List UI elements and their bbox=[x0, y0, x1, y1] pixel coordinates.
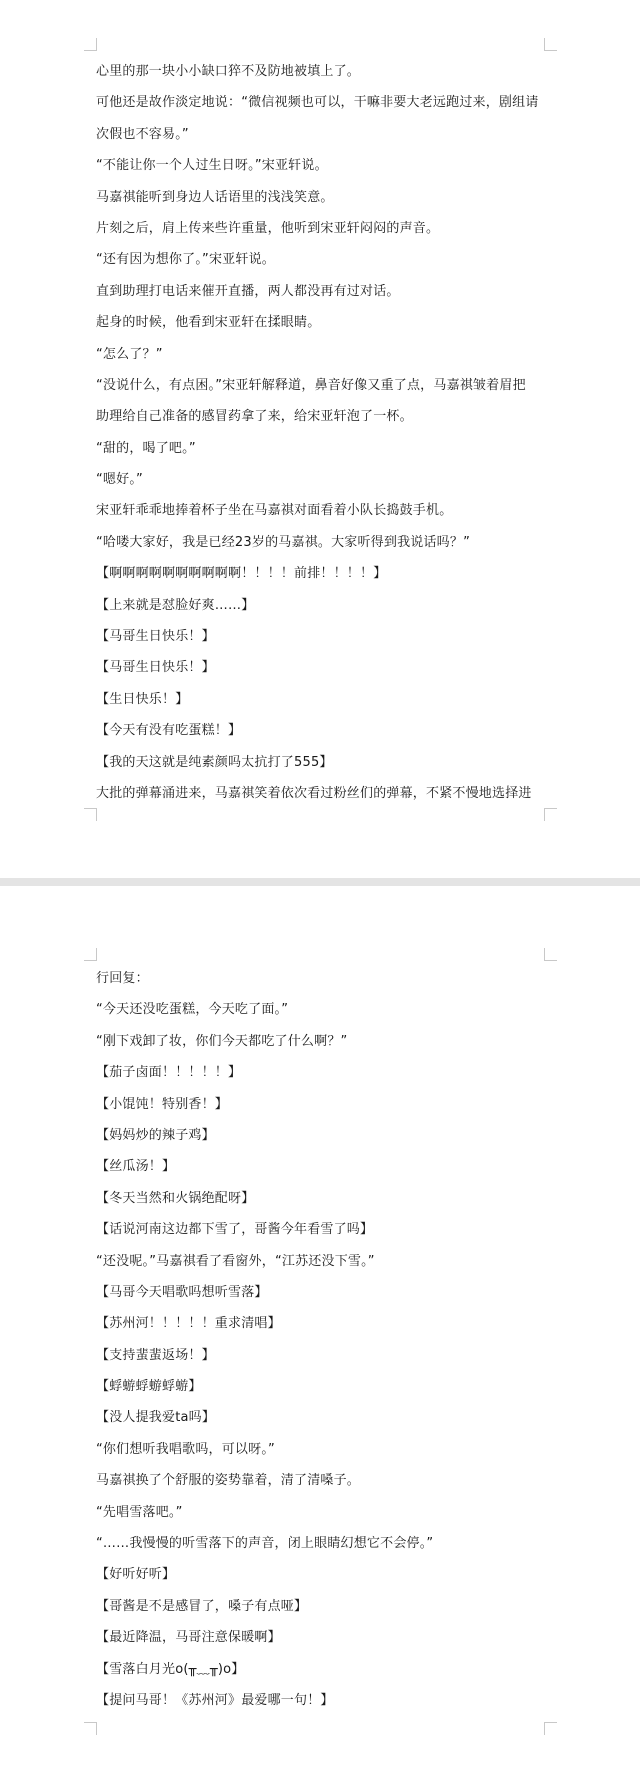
text-line: 【马哥生日快乐！】 bbox=[96, 629, 215, 645]
text-line: 【雪落白月光o(╥﹏╥)o】 bbox=[96, 1661, 245, 1677]
page-1-text bbox=[96, 56, 546, 809]
text-line: 【支持蜚蜚返场！】 bbox=[96, 1347, 215, 1363]
text-line: 心里的那一块小小缺口猝不及防地被填上了。 bbox=[96, 64, 361, 79]
text-line: 【哥酱是不是感冒了，嗓子有点哑】 bbox=[96, 1598, 308, 1614]
text-line: “先唱雪落吧。” bbox=[96, 1504, 183, 1520]
text-line: 直到助理打电话来催开直播，两人都没再有过对话。 bbox=[96, 283, 400, 299]
text-line: “……我慢慢的听雪落下的声音，闭上眼睛幻想它不会停。” bbox=[96, 1536, 434, 1552]
document-page-2 bbox=[0, 886, 640, 1769]
text-line: “还没呢。”马嘉祺看了看窗外，“江苏还没下雪。” bbox=[96, 1253, 375, 1269]
text-line: 片刻之后，肩上传来些许重量，他听到宋亚轩闷闷的声音。 bbox=[96, 220, 440, 236]
text-line: 马嘉祺换了个舒服的姿势靠着，清了清嗓子。 bbox=[96, 1473, 361, 1489]
text-line: 【妈妈炒的辣子鸡】 bbox=[96, 1127, 215, 1143]
text-line: 起身的时候，他看到宋亚轩在揉眼睛。 bbox=[96, 315, 321, 331]
text-line: “哈喽大家好，我是已经23岁的马嘉祺。大家听得到我说话吗？” bbox=[96, 534, 471, 550]
text-line: 【马哥生日快乐！】 bbox=[96, 660, 215, 676]
text-line: 【我的天这就是纯素颜吗太抗打了555】 bbox=[96, 754, 333, 770]
text-line: “甜的，喝了吧。” bbox=[96, 440, 196, 456]
page-corner-mark bbox=[84, 808, 97, 821]
text-line: 【上来就是怼脸好爽……】 bbox=[96, 597, 255, 613]
text-line: 【丝瓜汤！】 bbox=[96, 1159, 176, 1175]
page-2-text bbox=[96, 963, 546, 1716]
text-line: “没说什么，有点困。”宋亚轩解释道，鼻音好像又重了点，马嘉祺皱着眉把 bbox=[96, 377, 526, 393]
text-line: 宋亚轩乖乖地捧着杯子坐在马嘉祺对面看着小队长捣鼓手机。 bbox=[96, 503, 453, 519]
text-line: 【话说河南这边都下雪了，哥酱今年看雪了吗】 bbox=[96, 1222, 374, 1238]
page-corner-mark bbox=[84, 38, 97, 51]
text-line: 【马哥今天唱歌吗想听雪落】 bbox=[96, 1284, 268, 1300]
text-line: 【没人提我爱ta吗】 bbox=[96, 1410, 216, 1426]
page-corner-mark bbox=[84, 948, 97, 961]
text-line: “还有因为想你了。”宋亚轩说。 bbox=[96, 252, 275, 268]
text-line: 【好听好听】 bbox=[96, 1567, 176, 1583]
text-line: “今天还没吃蛋糕，今天吃了面。” bbox=[96, 1002, 289, 1018]
text-line: 【提问马哥！《苏州河》最爱哪一句！】 bbox=[96, 1692, 334, 1708]
text-line: 【最近降温，马哥注意保暖啊】 bbox=[96, 1630, 281, 1646]
text-line: 【今天有没有吃蛋糕！】 bbox=[96, 723, 242, 739]
text-line: 【生日快乐！】 bbox=[96, 691, 189, 707]
text-line: 大批的弹幕涌进来，马嘉祺笑着依次看过粉丝们的弹幕，不紧不慢地选择进 bbox=[96, 785, 532, 801]
text-line: 【茄子卤面！！！！！】 bbox=[96, 1065, 242, 1081]
text-line: 【啊啊啊啊啊啊啊啊啊啊！！！！前排！！！！】 bbox=[96, 566, 387, 582]
text-line: 次假也不容易。” bbox=[96, 126, 189, 142]
page-separator bbox=[0, 878, 640, 886]
text-line: 【蜉蝣蜉蝣蜉蝣】 bbox=[96, 1379, 202, 1395]
text-line: “你们想听我唱歌吗，可以呀。” bbox=[96, 1441, 275, 1457]
text-line: 【小馄饨！特别香！】 bbox=[96, 1096, 229, 1112]
page-corner-mark bbox=[84, 1722, 97, 1735]
text-line: 可他还是故作淡定地说：“微信视频也可以，干嘛非要大老远跑过来，剧组请 bbox=[96, 95, 539, 111]
text-line: 马嘉祺能听到身边人话语里的浅浅笑意。 bbox=[96, 189, 334, 205]
text-line: “嗯好。” bbox=[96, 472, 143, 488]
page-corner-mark bbox=[544, 948, 557, 961]
text-line: “不能让你一个人过生日呀。”宋亚轩说。 bbox=[96, 158, 328, 174]
text-line: 助理给自己准备的感冒药拿了来，给宋亚轩泡了一杯。 bbox=[96, 409, 413, 425]
page-corner-mark bbox=[544, 1722, 557, 1735]
document-page-1 bbox=[0, 0, 640, 878]
page-corner-mark bbox=[544, 808, 557, 821]
page-corner-mark bbox=[544, 38, 557, 51]
text-line: “怎么了？” bbox=[96, 346, 163, 362]
text-line: “刚下戏卸了妆，你们今天都吃了什么啊？” bbox=[96, 1033, 348, 1049]
text-line: 【苏州河！！！！！重求清唱】 bbox=[96, 1316, 281, 1332]
text-line: 【冬天当然和火锅绝配呀】 bbox=[96, 1190, 255, 1206]
text-line: 行回复： bbox=[96, 971, 149, 986]
